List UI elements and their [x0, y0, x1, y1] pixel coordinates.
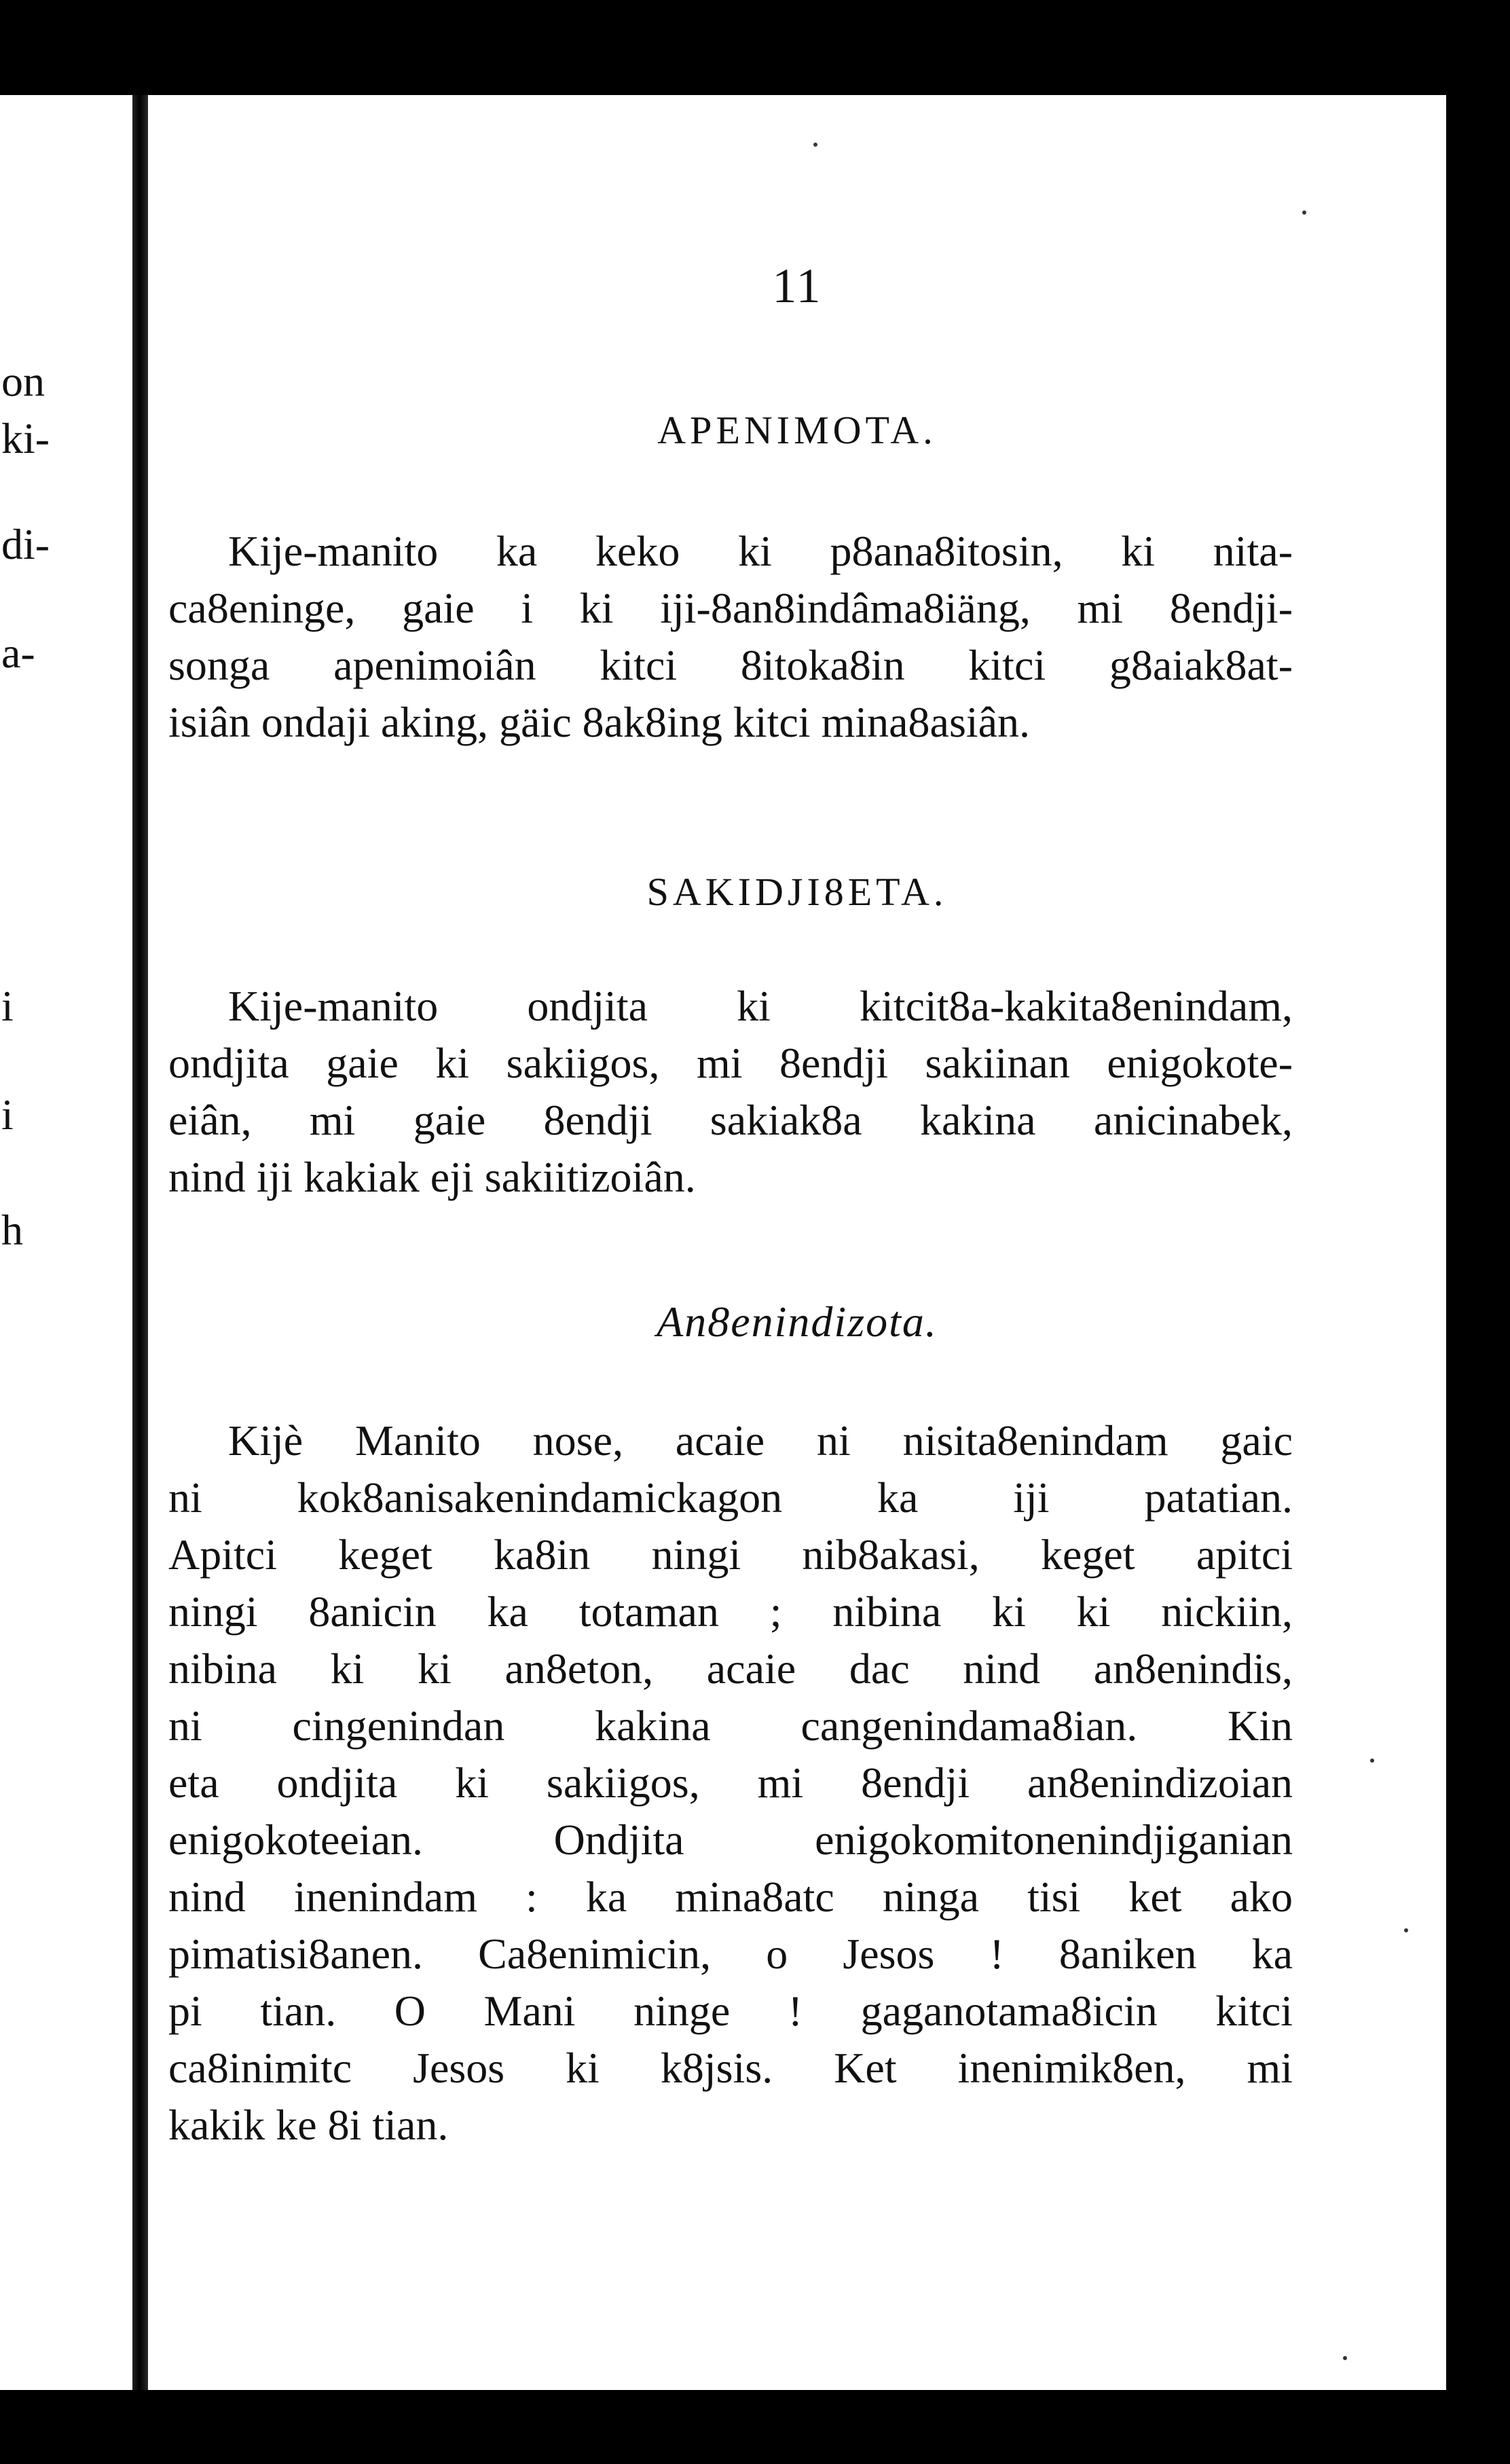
prev-page-fragment: a-: [1, 629, 35, 677]
prev-page-fragment: di-: [1, 520, 50, 568]
section-heading-sakidji8eta: SAKIDJI8ETA.: [646, 870, 948, 914]
paragraph-apenimota: [168, 523, 1293, 751]
text-line: eiân, mi gaie 8endji sakiak8a kakina anicinabek,: [168, 1096, 1293, 1144]
text-line: Apitci keget ka8in ningi nib8akasi, keget apitci: [168, 1530, 1293, 1579]
paragraph-an8enindizota: [168, 1412, 1293, 2154]
page-number: 11: [772, 259, 822, 313]
text-line: ningi 8anicin ka totaman ; nibina ki ki nickiin,: [168, 1587, 1293, 1636]
text-line: ondjita gaie ki sakiigos, mi 8endji sakiinan enigokote-: [168, 1039, 1293, 1087]
paragraph-sakidji8eta: [168, 978, 1293, 1206]
text-line: pi tian. O Mani ninge ! gaganotama8icin kitci: [168, 1987, 1293, 2035]
prev-page-fragment: i: [1, 982, 14, 1030]
previous-page-strip: [0, 95, 139, 2390]
text-line: eta ondjita ki sakiigos, mi 8endji an8enindizoian: [168, 1759, 1293, 1807]
text-line: ni kok8anisakenindamickagon ka iji patatian.: [168, 1473, 1293, 1522]
text-line: enigokoteeian. Ondjita enigokomitonenindjiganian: [168, 1816, 1293, 1864]
text-line: ca8inimitc Jesos ki k8jsis. Ket inenimik8en, mi: [168, 2044, 1293, 2092]
text-line: Kije-manito ka keko ki p8ana8itosin, ki nita-: [228, 527, 1293, 575]
prev-page-fragment: i: [1, 1090, 14, 1139]
text-line: pimatisi8anen. Ca8enimicin, o Jesos ! 8aniken ka: [168, 1930, 1293, 1978]
text-line: isiân ondaji aking, gäic 8ak8ing kitci mina8asiân.: [168, 698, 1031, 746]
text-line: kakik ke 8i tian.: [168, 2101, 449, 2149]
text-line: songa apenimoiân kitci 8itoka8in kitci g8aiak8at-: [168, 641, 1293, 689]
text-line: nind iji kakiak eji sakiitizoiân.: [168, 1153, 696, 1201]
text-line: Kijè Manito nose, acaie ni nisita8enindam gaic: [228, 1416, 1293, 1465]
prev-page-fragment: on: [1, 357, 45, 405]
prev-page-fragment: h: [1, 1206, 23, 1254]
text-line: ca8eninge, gaie i ki iji-8an8indâma8iäng, mi 8endji-: [168, 584, 1293, 632]
prev-page-fragment: ki-: [1, 414, 50, 462]
text-line: Kije-manito ondjita ki kitcit8a-kakita8enindam,: [228, 982, 1293, 1030]
text-line: ni cingenindan kakina cangenindama8ian. Kin: [168, 1702, 1293, 1750]
text-line: nibina ki ki an8eton, acaie dac nind an8enindis,: [168, 1644, 1293, 1693]
text-line: nind inenindam : ka mina8atc ninga tisi ket ako: [168, 1873, 1293, 1921]
book-page: [148, 95, 1446, 2390]
section-heading-apenimota: APENIMOTA.: [657, 408, 937, 452]
section-heading-an8enindizota: An8enindizota.: [657, 1298, 938, 1346]
